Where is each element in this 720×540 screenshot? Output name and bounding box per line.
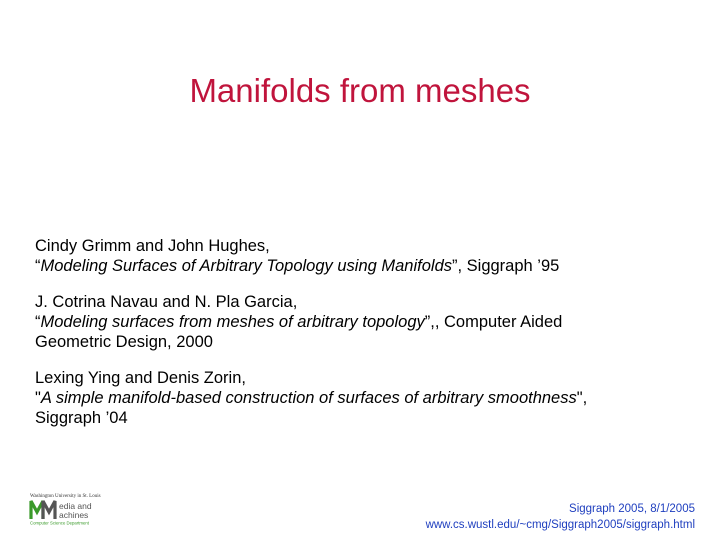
footer-url[interactable]: www.cs.wustl.edu/~cmg/Siggraph2005/siggraph.html: [425, 519, 695, 531]
logo-department: Computer Science Department: [30, 520, 89, 526]
reference-authors: J. Cotrina Navau and N. Pla Garcia,: [35, 293, 298, 311]
reference-paper-title: Modeling Surfaces of Arbitrary Topology using Manifolds: [40, 257, 452, 275]
slide-title: Manifolds from meshes: [189, 72, 531, 109]
reference-venue: ”,, Computer Aided: [424, 313, 563, 331]
reference-venue: ”, Siggraph ’95: [452, 257, 560, 275]
reference-item: [35, 292, 695, 352]
open-quote: “: [35, 313, 41, 331]
reference-venue-cont: Geometric Design, 2000: [35, 333, 213, 351]
footer-date: Siggraph 2005, 8/1/2005: [569, 503, 695, 515]
slide-footer: [426, 501, 695, 533]
reference-paper-title: A simple manifold-based construction of surfaces of arbitrary smoothness: [40, 389, 577, 407]
logo-machines: achines: [59, 510, 89, 520]
media-and-machines-logo: [29, 492, 124, 526]
reference-authors: Cindy Grimm and John Hughes,: [35, 237, 270, 255]
logo-media: edia and: [59, 501, 92, 511]
reference-citation: [35, 388, 695, 408]
reference-citation: [35, 312, 695, 332]
open-quote: ": [35, 389, 41, 407]
logo-m-gray: [43, 501, 55, 519]
open-quote: “: [35, 257, 41, 275]
logo-university: Washington University in St. Louis: [30, 494, 101, 499]
reference-list: [35, 236, 695, 444]
reference-paper-title: Modeling surfaces from meshes of arbitrary topology: [40, 313, 425, 331]
reference-citation: [35, 256, 695, 276]
reference-venue: ",: [576, 389, 588, 407]
reference-item: [35, 236, 695, 276]
logo-m-green: [31, 501, 43, 519]
reference-authors: Lexing Ying and Denis Zorin,: [35, 369, 246, 387]
reference-item: [35, 368, 695, 428]
reference-venue-cont: Siggraph ’04: [35, 409, 128, 427]
logo-icon: [29, 492, 124, 526]
